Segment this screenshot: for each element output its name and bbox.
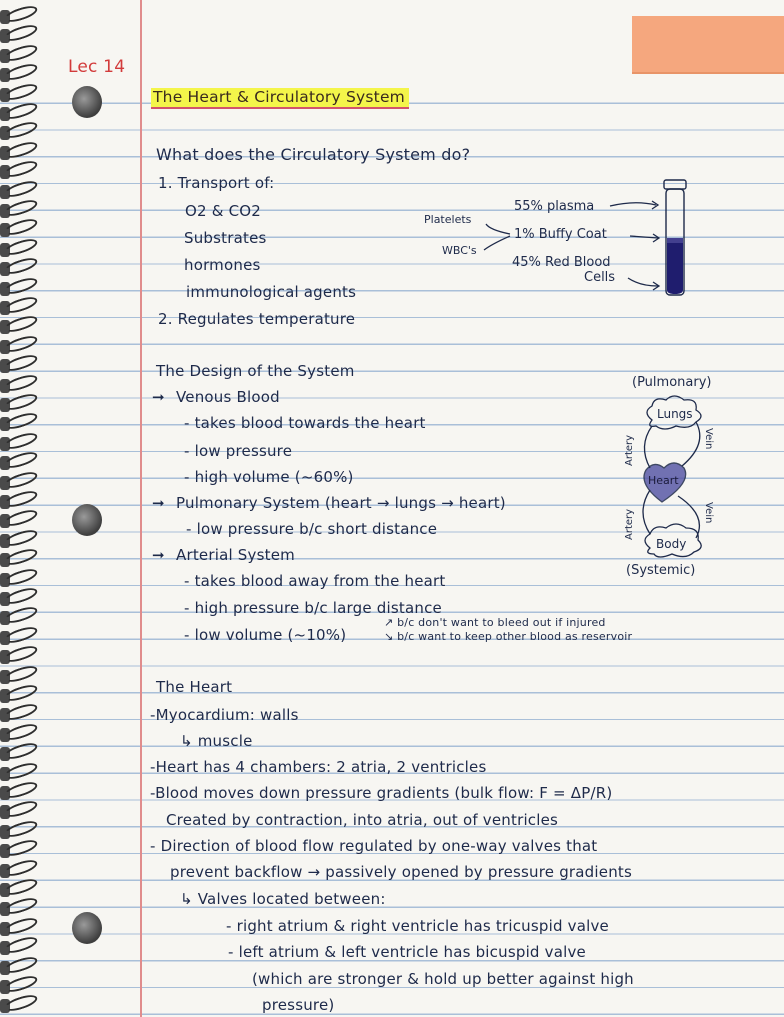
- spiral-coil: [3, 954, 39, 976]
- list-item: (which are stronger & hold up better against high: [252, 970, 634, 988]
- rbc-layer: [667, 243, 683, 294]
- spiral-coil: [3, 682, 39, 704]
- list-item: -Blood moves down pressure gradients (bulk flow: F = ΔP/R): [150, 784, 613, 802]
- rbc-label-cells: Cells: [584, 270, 616, 285]
- rbc-label: 45% Red Blood: [512, 255, 611, 270]
- spiral-coil: [3, 818, 39, 840]
- spiral-coil: [3, 42, 39, 64]
- list-item: - low pressure: [184, 442, 293, 460]
- section-heading: The Heart: [156, 678, 233, 696]
- circulation-diagram: [612, 370, 742, 580]
- spiral-coil: [3, 294, 39, 316]
- list-item: - high pressure b/c large distance: [184, 599, 442, 617]
- list-item: -Heart has 4 chambers: 2 atria, 2 ventricles: [150, 758, 487, 776]
- platelets-arrow: [486, 224, 510, 234]
- list-item: -Myocardium: walls: [150, 706, 299, 724]
- spiral-coil: [3, 158, 39, 180]
- spiral-coil: [3, 275, 39, 297]
- body-label: Body: [656, 537, 687, 551]
- list-item: Substrates: [184, 229, 267, 247]
- systemic-label: (Systemic): [626, 563, 696, 578]
- red-margin-line: [140, 0, 142, 1017]
- spiral-coil: [3, 100, 39, 122]
- arrow-bullet: ➞: [152, 546, 165, 564]
- spiral-coil: [3, 372, 39, 394]
- spiral-coil: [3, 488, 39, 510]
- spiral-coil: [3, 430, 39, 452]
- list-item: - takes blood away from the heart: [184, 572, 446, 590]
- list-item: pressure): [262, 996, 335, 1014]
- pulmonary-artery-line: [644, 426, 652, 468]
- list-item: hormones: [184, 256, 261, 274]
- list-item: immunological agents: [186, 283, 357, 301]
- arterial-note: ↘ b/c want to keep other blood as reservoir: [384, 630, 633, 643]
- spiral-coil: [3, 139, 39, 161]
- plasma-arrow: [610, 203, 656, 206]
- spiral-coil: [3, 934, 39, 956]
- spiral-coil: [3, 760, 39, 782]
- platelets-label: Platelets: [424, 213, 472, 226]
- spiral-coil: [3, 255, 39, 277]
- list-item: ↳ Valves located between:: [180, 890, 386, 908]
- sticky-note-tab: [632, 16, 784, 74]
- spiral-coil: [3, 643, 39, 665]
- list-item: prevent backflow → passively opened by pressure gradients: [170, 863, 633, 881]
- list-item: 2. Regulates temperature: [158, 310, 356, 328]
- spiral-coil: [3, 837, 39, 859]
- spiral-coil: [3, 663, 39, 685]
- spiral-coil: [3, 973, 39, 995]
- pulmonary-label: (Pulmonary): [632, 375, 712, 390]
- list-item: O2 & CO2: [185, 202, 262, 220]
- pulmonary-vein-line: [682, 422, 700, 466]
- punch-hole: [72, 912, 102, 944]
- wbc-label: WBC's: [442, 244, 477, 257]
- pulmonary-title: Pulmonary System (heart → lungs → heart): [176, 494, 506, 512]
- spiral-coil: [3, 721, 39, 743]
- arrow-bullet: ➞: [152, 388, 165, 406]
- artery-label: Artery: [624, 508, 635, 540]
- plasma-label: 55% plasma: [514, 199, 595, 214]
- spiral-coil: [3, 469, 39, 491]
- buffy-coat-layer: [667, 238, 683, 243]
- systemic-artery-line: [643, 490, 650, 534]
- spiral-coil: [3, 236, 39, 258]
- arterial-title: Arterial System: [176, 546, 295, 564]
- lungs-label: Lungs: [657, 407, 693, 421]
- heart-label: Heart: [648, 474, 679, 487]
- artery-label: Artery: [624, 434, 635, 466]
- arrow-bullet: ➞: [152, 494, 165, 512]
- spiral-coil: [3, 624, 39, 646]
- spiral-coil: [3, 876, 39, 898]
- section-heading: The Design of the System: [156, 362, 355, 380]
- spiral-coil: [3, 449, 39, 471]
- venous-title: Venous Blood: [176, 388, 280, 406]
- spiral-coil: [3, 61, 39, 83]
- buffy-arrow: [630, 236, 658, 238]
- spiral-coil: [3, 740, 39, 762]
- spiral-coil: [3, 857, 39, 879]
- list-item: 1. Transport of:: [158, 174, 275, 192]
- list-item: - low volume (~10%): [184, 626, 347, 644]
- list-item: - right atrium & right ventricle has tricuspid valve: [226, 917, 609, 935]
- list-item: - low pressure b/c short distance: [186, 520, 438, 538]
- spiral-coil: [3, 527, 39, 549]
- punch-hole: [72, 86, 102, 118]
- buffy-coat-label: 1% Buffy Coat: [514, 227, 607, 242]
- spiral-coil: [3, 566, 39, 588]
- question-heading: What does the Circulatory System do?: [156, 145, 471, 164]
- list-item: - takes blood towards the heart: [184, 414, 426, 432]
- vein-label: Vein: [703, 502, 714, 524]
- spiral-coil: [3, 546, 39, 568]
- spiral-coil: [3, 779, 39, 801]
- arterial-note: ↗ b/c don't want to bleed out if injured: [384, 616, 606, 629]
- spiral-coil: [3, 3, 39, 25]
- lecture-label: Lec 14: [68, 57, 126, 77]
- spiral-coil: [3, 352, 39, 374]
- spiral-coil: [3, 391, 39, 413]
- spiral-coil: [3, 178, 39, 200]
- punch-hole: [72, 504, 102, 536]
- list-item: Created by contraction, into atria, out of ventricles: [166, 811, 559, 829]
- spiral-coil: [3, 585, 39, 607]
- list-item: ↳ muscle: [180, 732, 253, 750]
- spiral-coil: [3, 197, 39, 219]
- page-title: The Heart & Circulatory System: [151, 88, 409, 109]
- spiral-coil: [3, 333, 39, 355]
- blood-tube-diagram: [420, 178, 710, 308]
- test-tube-cap: [664, 180, 686, 189]
- list-item: - Direction of blood flow regulated by one-way valves that: [150, 837, 598, 855]
- spiral-coil: [3, 915, 39, 937]
- list-item: - high volume (~60%): [184, 468, 354, 486]
- vein-label: Vein: [703, 428, 714, 450]
- list-item: - left atrium & left ventricle has bicuspid valve: [228, 943, 586, 961]
- spiral-binding: [0, 0, 40, 1017]
- spiral-coil: [3, 81, 39, 103]
- wbc-arrow: [484, 236, 510, 250]
